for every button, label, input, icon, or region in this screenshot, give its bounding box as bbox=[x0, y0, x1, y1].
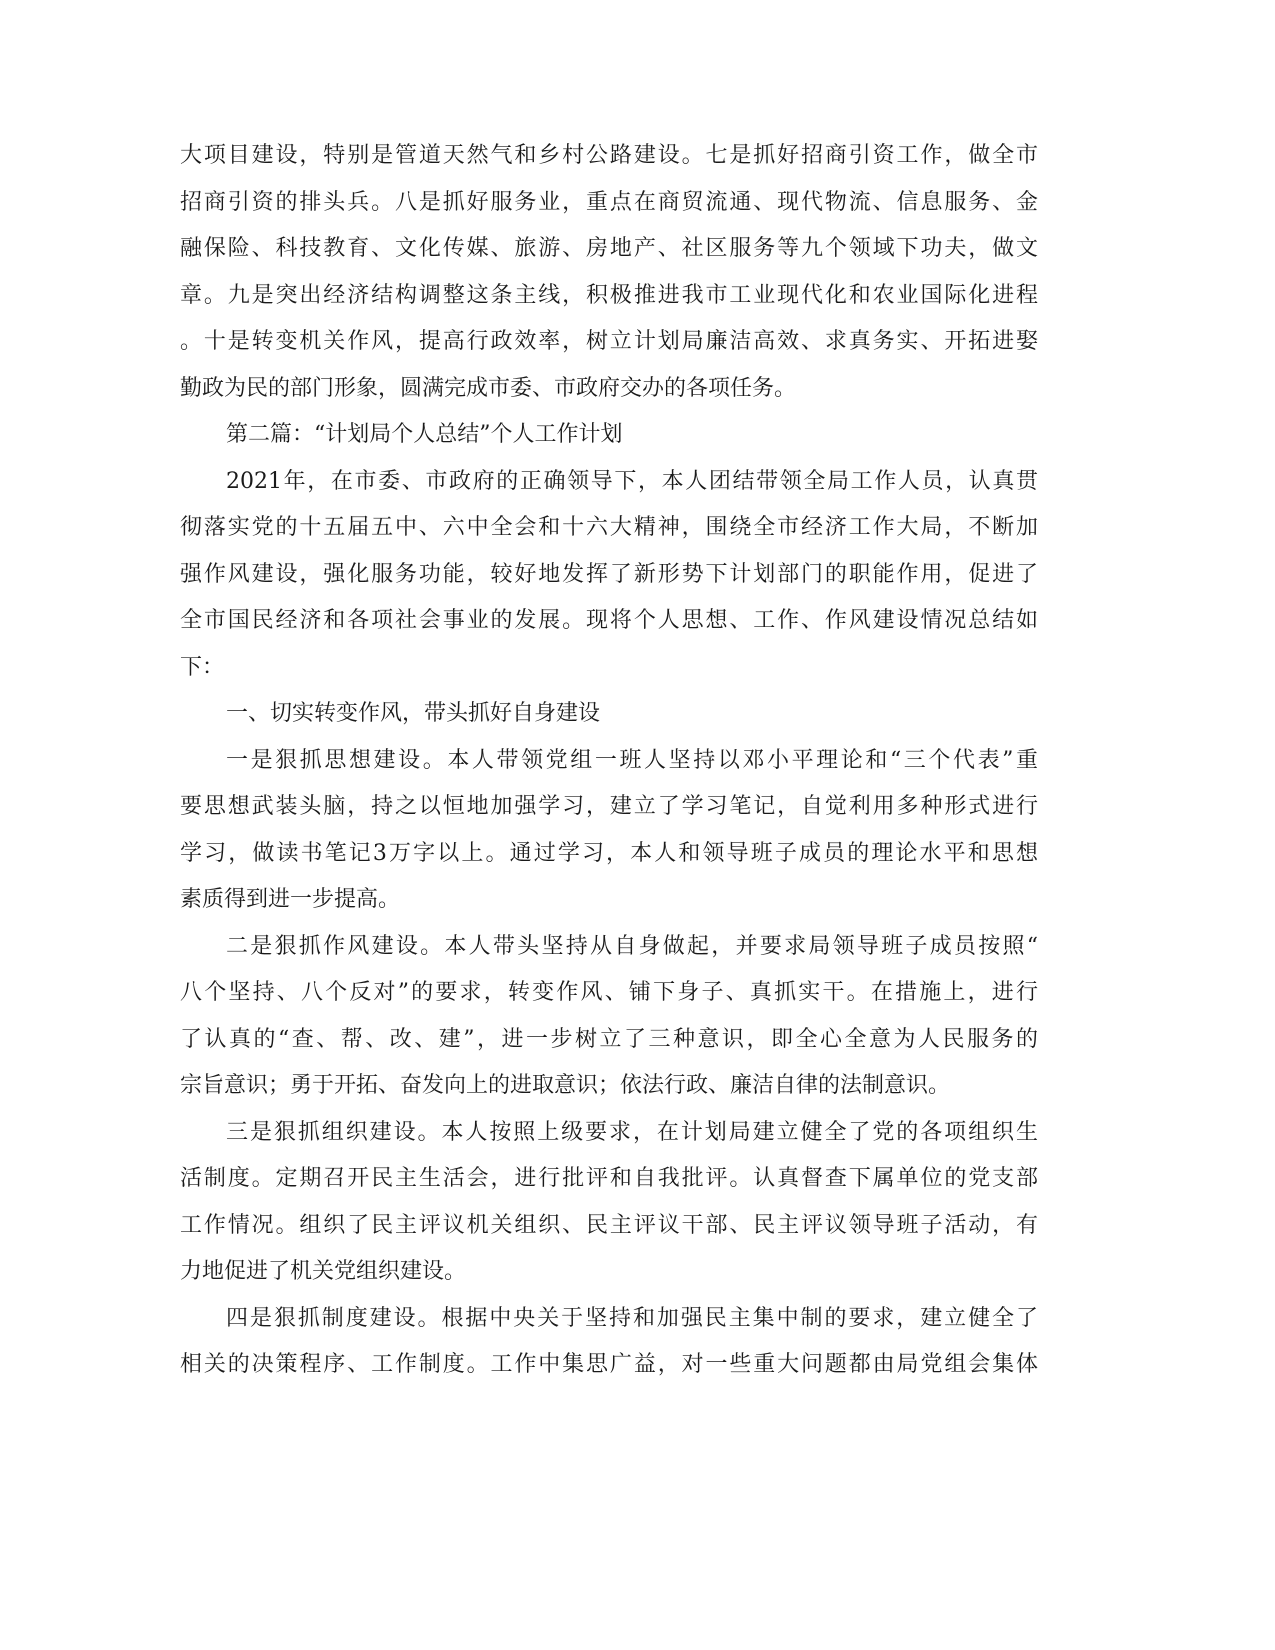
text-line: 强作风建设，强化服务功能，较好地发挥了新形势下计划部门的职能作用，促进了 bbox=[180, 561, 1038, 587]
text-line: 大项目建设，特别是管道天然气和乡村公路建设。七是抓好招商引资工作，做全市 bbox=[180, 143, 1038, 168]
text-line: 融保险、科技教育、文化传媒、旅游、房地产、社区服务等九个领域下功夫，做文 bbox=[180, 236, 1038, 261]
text-line: 工作情况。组织了民主评议机关组织、民主评议干部、民主评议领导班子活动，有 bbox=[180, 1212, 1038, 1238]
text-line: 学习，做读书笔记3万字以上。通过学习，本人和领导班子成员的理论水平和思想 bbox=[180, 840, 1038, 866]
text-line: 第二篇：“计划局个人总结”个人工作计划 bbox=[226, 422, 623, 447]
text-line: 一、切实转变作风，带头抓好自身建设 bbox=[226, 701, 601, 726]
text-line: 招商引资的排头兵。八是抓好服务业，重点在商贸流通、现代物流、信息服务、金 bbox=[180, 189, 1038, 215]
text-line: 八个坚持、八个反对”的要求，转变作风、铺下身子、真抓实干。在措施上，进行 bbox=[180, 980, 1038, 1005]
text-line: 要思想武装头脑，持之以恒地加强学习，建立了学习笔记，自觉利用多种形式进行 bbox=[180, 794, 1038, 819]
text-line: 二是狠抓作风建设。本人带头坚持从自身做起，并要求局领导班子成员按照“ bbox=[226, 933, 1038, 959]
text-line: 全市国民经济和各项社会事业的发展。现将个人思想、工作、作风建设情况总结如 bbox=[180, 608, 1038, 633]
text-line: 四是狠抓制度建设。根据中央关于坚持和加强民主集中制的要求，建立健全了 bbox=[226, 1305, 1038, 1331]
text-line: 了认真的“查、帮、改、建”，进一步树立了三种意识，即全心全意为人民服务的 bbox=[180, 1026, 1038, 1052]
text-line: 下： bbox=[180, 654, 225, 680]
text-line: 。十是转变机关作风，提高行政效率，树立计划局廉洁高效、求真务实、开拓进娶 bbox=[180, 329, 1038, 354]
text-line: 素质得到进一步提高。 bbox=[180, 887, 401, 912]
text-line: 一是狠抓思想建设。本人带领党组一班人坚持以邓小平理论和“三个代表”重 bbox=[226, 747, 1038, 773]
text-line: 章。九是突出经济结构调整这条主线，积极推进我市工业现代化和农业国际化进程 bbox=[180, 282, 1038, 308]
text-line: 宗旨意识；勇于开拓、奋发向上的进取意识；依法行政、廉洁自律的法制意识。 bbox=[180, 1073, 951, 1098]
text-line: 三是狠抓组织建设。本人按照上级要求，在计划局建立健全了党的各项组织生 bbox=[226, 1119, 1038, 1145]
text-line: 勤政为民的部门形象，圆满完成市委、市政府交办的各项任务。 bbox=[180, 375, 797, 401]
text-line: 相关的决策程序、工作制度。工作中集思广益，对一些重大问题都由局党组会集体 bbox=[180, 1352, 1038, 1377]
text-line: 力地促进了机关党组织建设。 bbox=[180, 1259, 467, 1284]
text-line: 活制度。定期召开民主生活会，进行批评和自我批评。认真督查下属单位的党支部 bbox=[180, 1166, 1038, 1191]
document-body bbox=[180, 133, 1038, 1389]
text-line: 2021年，在市委、市政府的正确领导下，本人团结带领全局工作人员，认真贯 bbox=[226, 468, 1038, 494]
text-line: 彻落实党的十五届五中、六中全会和十六大精神，围绕全市经济工作大局，不断加 bbox=[180, 515, 1038, 540]
